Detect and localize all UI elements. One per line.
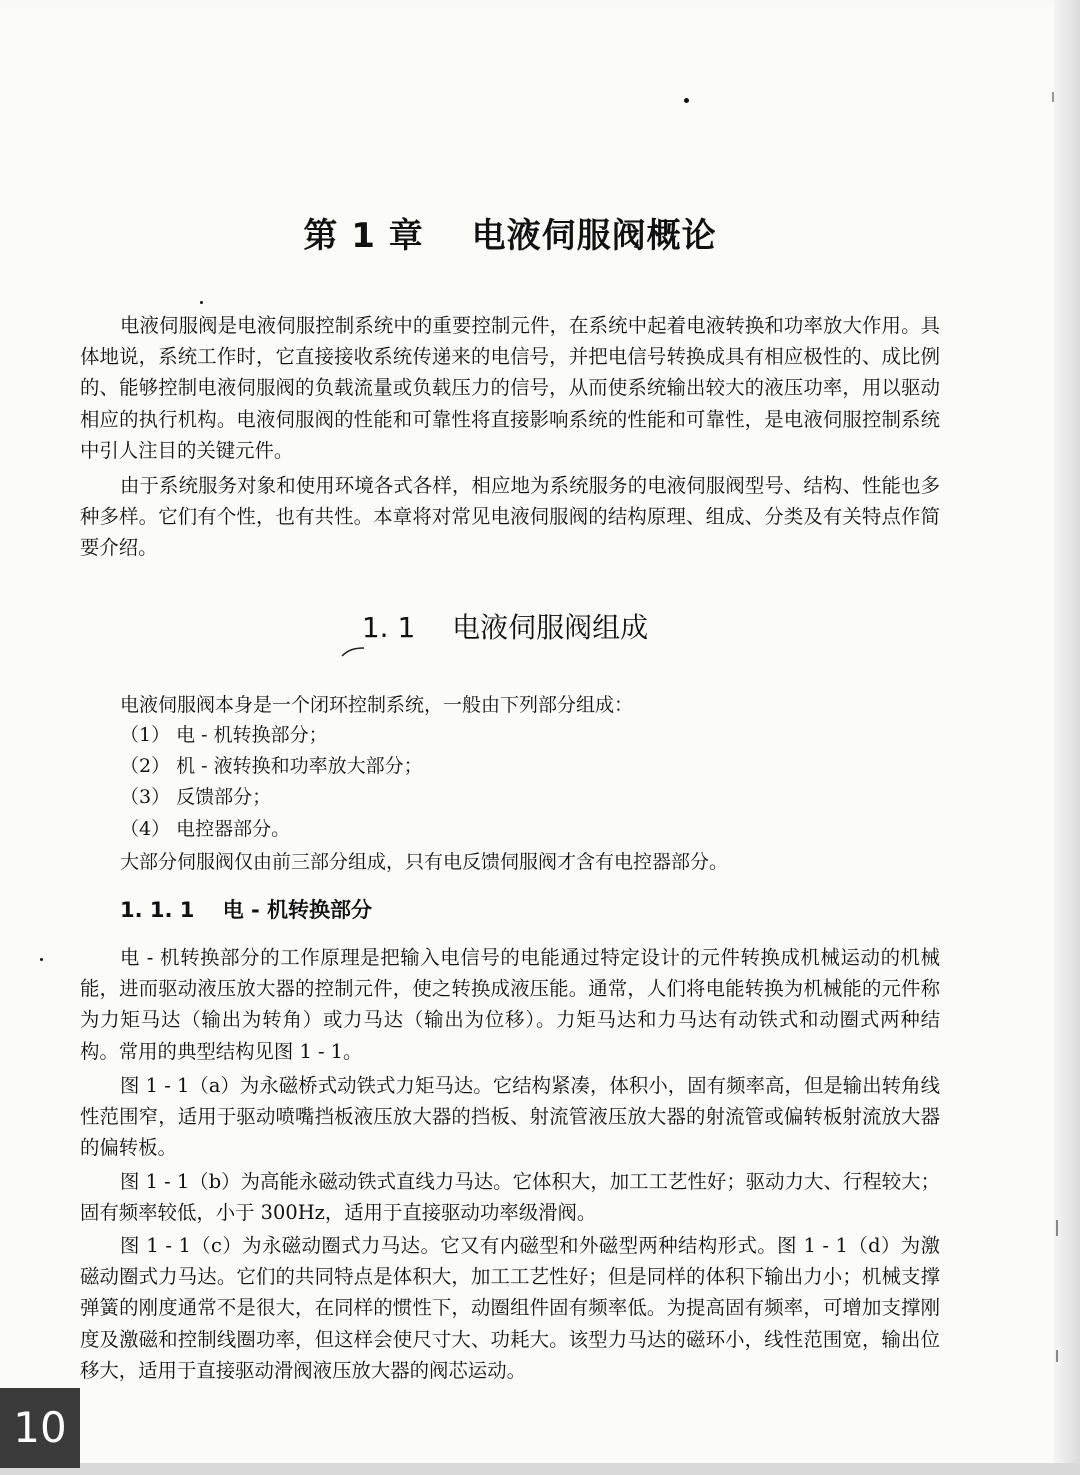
page-edge-shadow: [1054, 0, 1080, 1475]
section-title: 1. 1 电液伺服阀组成: [361, 611, 649, 644]
scan-speck: [40, 958, 43, 961]
body-paragraph: 图 1 - 1（a）为永磁桥式动铁式力矩马达。它结构紧凑，体积小，固有频率高，但是输出转角线性范围窄，适用于驱动喷嘴挡板液压放大器的挡板、射流管液压放大器的射流管或偏转板射流放大器的偏转板。: [80, 1074, 940, 1160]
scan-speck: [684, 98, 689, 103]
list-item: （3） 反馈部分；: [120, 786, 272, 809]
section-note: 大部分伺服阀仅由前三部分组成，只有电反馈伺服阀才含有电控器部分。: [120, 851, 729, 873]
scan-speck: [1056, 1220, 1058, 1236]
list-item: （2） 机 - 液转换和功率放大部分；: [120, 755, 423, 778]
intro-paragraph: 由于系统服务对象和使用环境各式各样，相应地为系统服务的电液伺服阀型号、结构、性能也多种多样。它们有个性，也有共性。本章将对常见电液伺服阀的结构原理、组成、分类及有关特点作简要介绍。: [80, 474, 940, 560]
chapter-title: 第 1 章 电液伺服阀概论: [303, 216, 717, 256]
body-paragraph: 电 - 机转换部分的工作原理是把输入电信号的电能通过特定设计的元件转换成机械运动的机械能，进而驱动液压放大器的控制元件，使之转换成液压能。通常，人们将电能转换为机械能的元件称为力矩马达（输出为转角）或力马达（输出为位移）。力矩马达和力马达有动铁式和动圈式两种结构。常用的典型结构见图 1 - 1。: [80, 946, 940, 1063]
page-bottom-strip: [0, 1463, 1080, 1475]
body-paragraph: 图 1 - 1（b）为高能永磁动铁式直线力马达。它体积大，加工工艺性好；驱动力大、行程较大；固有频率较低，小于 300Hz，适用于直接驱动功率级滑阀。: [80, 1170, 940, 1225]
section-lead: 电液伺服阀本身是一个闭环控制系统，一般由下列部分组成：: [120, 694, 634, 716]
list-item: （1） 电 - 机转换部分；: [120, 724, 328, 746]
page-number: 10: [0, 1388, 80, 1468]
parts-list: [120, 720, 423, 845]
scan-speck: [200, 301, 203, 304]
scan-speck: [1056, 1350, 1058, 1362]
body-paragraph: 图 1 - 1（c）为永磁动圈式力马达。它又有内磁型和外磁型两种结构形式。图 1 - 1（d）为激磁动圈式力马达。它们的共同特点是体积大，加工工艺性好；但是同样的体积下输出力小；机械支撑弹簧的刚度通常不是很大，在同样的惯性下，动圈组件固有频率低。为提高固有频率，可增加支撑刚度及激磁和控制线圈功率，但这样会使尺寸大、功耗大。该型力马达的磁环小，线性范围宽，输出位移大，适用于直接驱动滑阀液压放大器的阀芯运动。: [80, 1234, 940, 1382]
subsection-title: 1. 1. 1 电 - 机转换部分: [120, 898, 373, 922]
scan-speck: [1052, 92, 1054, 102]
list-item: （4） 电控器部分。: [120, 817, 291, 840]
intro-paragraph: 电液伺服阀是电液伺服控制系统中的重要控制元件，在系统中起着电液转换和功率放大作用。具体地说，系统工作时，它直接接收系统传递来的电信号，并把电信号转换成具有相应极性的、成比例的、能够控制电液伺服阀的负载流量或负载压力的信号，从而使系统输出较大的液压功率，用以驱动相应的执行机构。电液伺服阀的性能和可靠性将直接影响系统的性能和可靠性，是电液伺服控制系统中引人注目的关键元件。: [80, 314, 940, 462]
